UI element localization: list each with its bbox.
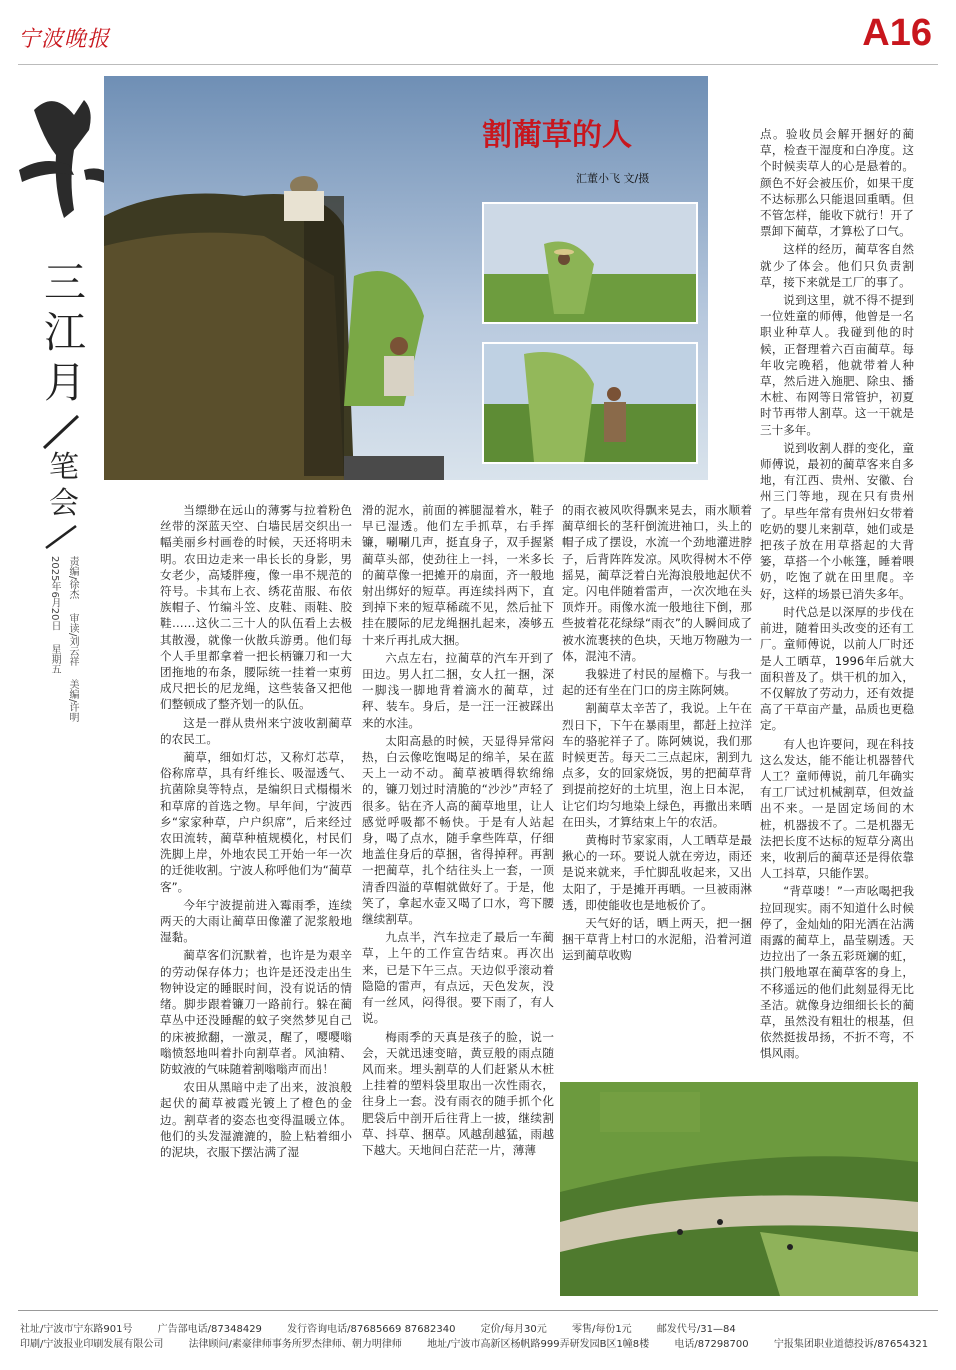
footer-subscription-phone: 发行咨询电话/87685669 87682340	[287, 1324, 456, 1335]
paragraph: 有人也许要问，现在科技这么发达，能不能让机器替代人工？童师傅说，前几年确实有工厂试过机械割草，但效益出不来。一是固定场间的木桩，机器拔不了。二是机器无法把长度不达标的短草分离出来，收割后的蔺草还是得依靠人工抖草，只能作罢。	[760, 736, 914, 881]
footer-address: 社址/宁波市宁东路901号	[20, 1324, 133, 1335]
editor-credit: 责编/徐杰	[67, 556, 78, 600]
footer-legal: 法律顾问/素豪律师事务所罗杰律师、朝力明律师	[188, 1339, 402, 1350]
column-subtitle	[44, 450, 84, 522]
paragraph: 当缥缈在远山的薄雾与拉着粉色丝带的深蓝天空、白墙民居交织出一幅美丽乡村画卷的时候，天还将明未明。农田边走来一串长长的身影，男女老少，高矮胖瘦，像一串不规范的符号。卡其布上衣、绣花苗服、布依族帽子、竹编斗笠、皮鞋、雨鞋、胶鞋……这伙二三十人的队伍看上去极其散漫，就像一伙散兵游勇。他们每个人手里都拿着一把长柄镰刀和一大团拖地的布条，腰际统一挂着一束剪成尺把长的尼龙绳，这些装备又把他们整顿成了整齐划一的队伍。	[160, 503, 352, 712]
paragraph: 滑的泥水，前面的裤腿湿着水，鞋子早已湿透。他们左手抓草，右手挥镰，唰唰几声，挺直身子，双手握紧蔺草头部，使劲往上一抖，一米多长的蔺草像一把摊开的扇面，齐一般地射出绑好的短草。再连续抖两下，直到掉下来的短草稀疏不见，然后扯下挂在腰际的尼龙绳捆扎起来，凑够五十来斤再扎成大捆。	[362, 503, 554, 647]
paragraph: 这是一群从贵州来宁波收割蔺草的农民工。	[160, 715, 352, 746]
article-column-3	[562, 502, 752, 1074]
article-title-suffix: 的人	[572, 118, 632, 153]
slash-decoration	[36, 522, 86, 552]
paragraph: 点。验收员会解开捆好的蔺草，检查干湿度和白净度。这个时候卖草人的心是悬着的。颜色不好会被压价，如果干度不达标那么只能退回重晒。但不管怎样，能收下就行！开了票卸下蔺草，才算松了口气。	[760, 127, 914, 239]
footer-price-copy: 零售/每份1元	[571, 1324, 632, 1335]
footer-line-1	[20, 1320, 758, 1335]
footer-line-2	[20, 1335, 950, 1350]
paragraph: 时代总是以深厚的步伐在前进，随着田头改变的还有工厂。童师傅说，以前人厂时还是人工晒草，1996年后就大面积普及了。烘干机的加入，不仅解放了劳动力，还有效提高了干草亩产量，品质也更稳定。	[760, 604, 914, 733]
paragraph: 黄梅时节家家雨，人工晒草是最揪心的一环。要说人就在旁边，雨还是说来就来，手忙脚乱收起来，又出太阳了，于是摊开再晒。一旦被雨淋透，即使能收也是地板价了。	[562, 833, 752, 912]
article-byline: 汇董小飞 文/摄	[576, 172, 650, 185]
paragraph: 这样的经历，蔺草客自然就少了体会。他们只负责割草，接下来就是工厂的事了。	[760, 242, 914, 289]
newspaper-logo: 宁波晚报	[18, 27, 111, 52]
footer-complaint: 宁报集团职业道德投诉/87654321	[773, 1339, 929, 1350]
column-subtitle-char: 会	[49, 486, 79, 521]
page-number: A16	[862, 12, 932, 54]
column-subtitle-char: 笔	[49, 450, 79, 485]
weekday-text: 星期五	[49, 643, 60, 674]
paragraph: 梅雨季的天真是孩子的脸，说一会，天就迅速变暗，黄豆般的雨点随风而来。埋头割草的人们赶紧从木桩上挂着的塑料袋里取出一次性雨衣，往身上一套。没有雨衣的随手抓个化肥袋后中剖开后往背上一披，继续割草、抖草、捆草。风越刮越猛，雨越下越大。天地间白茫茫一片，薄薄	[362, 1029, 554, 1157]
paragraph: 蔺草，细如灯芯，又称灯芯草，俗称席草，具有纤维长、吸湿透气、抗菌除臭等特点，是编织日式榻榻米和草席的首选之物。早年间，宁波西乡“家家种草，户户织席”，后来经过农田流转，蔺草种植规模化，村民们洗脚上岸，外地农民工开始一年一次的迁徙收割。宁波人称呼他们为“蔺草客”。	[160, 750, 352, 894]
paragraph: 蔺草客们沉默着，也许是为艰辛的劳动保存体力；也许是还没走出生物钟设定的睡眠时间，没有说话的情绪。脚步跟着镰刀一路前行。躲在蔺草丛中还没睡醒的蚊子突然梦见自己的床被掀翻，一激灵，醒了，嘤嘤嗡嗡愤怒地叫着扑向割草者。风油精、防蚊液的气味随着割嗡嗡声而出！	[160, 948, 352, 1076]
inset-photo-hugging-bundle	[482, 342, 698, 464]
article-column-2	[362, 502, 554, 1292]
column-title-char: 江	[43, 308, 86, 357]
paragraph: 说到收割人群的变化，童师傅说，最初的蔺草客来自多地，有江西、贵州、安徽、台州三门等地，现在只有贵州了。早些年常有贵州妇女带着吃奶的婴儿来割草，她们或是把孩子放在用草搭起的大背篓，草搭一个小帐篷，睡着喂奶，吃饱了就在田里爬。辛好，这样的场景已消失多年。	[760, 440, 914, 601]
page-meta	[60, 556, 78, 1026]
article-title: 割蔺草	[482, 118, 572, 153]
article-column-4	[760, 126, 914, 1066]
article-title-block	[482, 110, 692, 154]
paragraph: 今年宁波提前进入霉雨季，连续两天的大雨让蔺草田像灌了泥浆般地湿黏。	[160, 897, 352, 945]
date-text: 2025年6月20日	[49, 556, 60, 631]
paragraph: 天气好的话，晒上两天，把一捆捆干草背上村口的水泥船，沿着河道运到蔺草收购	[562, 916, 752, 963]
footer-address-2: 地址/宁波市高新区杨帆路999弄研发园B区1幢8楼	[427, 1339, 650, 1350]
footer-postal-code: 邮发代号/31—84	[656, 1324, 736, 1335]
proof-credit: 审读/刘云祥	[67, 612, 78, 666]
paragraph: 六点左右，拉蔺草的汽车开到了田边。男人扛二捆，女人扛一捆，深一脚浅一脚地背着滴水的蔺草，过秤、装车。身后，是一汪一汪被踩出来的水洼。	[362, 650, 554, 730]
footer-phone-2: 电话/87298700	[674, 1339, 749, 1350]
paragraph: 割蔺草太辛苦了，我说。上午在烈日下，下午在暴雨里，都赶上拉洋车的骆驼祥子了。陈阿姨说，我们那时候更苦。每天二三点起床，割到九点多，女的回家烧饭，男的把蔺草背到提前挖好的土坑里，泡上日本泥，让它们均匀地染上绿色，再撒出来晒在田头，才算结束上午的农活。	[562, 701, 752, 829]
paragraph: 农田从黑暗中走了出来，波浪般起伏的蔺草被霞光镀上了橙色的金边。割草者的姿态也变得温暖立体。他们的头发湿漉漉的，脸上粘着细小的泥块，衣服下摆沾满了湿	[160, 1080, 352, 1159]
paragraph: 说到这里，就不得不提到一位姓童的师傅，他曾是一名职业种草人。我碰到他的时候，正督理着六百亩蔺草。每年收完晚稻，他就带着人种草，然后进入施肥、除虫、播木桩、布网等日常管护，初夏时节再带人割草。这一干就是三十多年。	[760, 293, 914, 437]
footer-price-month: 定价/每月30元	[480, 1324, 547, 1335]
inset-photo-carrying-grass	[482, 202, 698, 324]
paragraph: 九点半，汽车拉走了最后一车蔺草，上午的工作宣告结束。再次出来，已是下午三点。天边似乎滚动着隐隐的雷声，有点远，天色发灰，没有一丝风，闷得很。要下雨了，有人说。	[362, 930, 554, 1026]
designer-credit: 美编/许明	[67, 679, 78, 723]
page-date	[42, 556, 60, 1026]
column-title-char: 月	[43, 358, 86, 407]
paragraph: 太阳高悬的时候，天显得异常闷热，白云像吃饱喝足的绵羊，呆在蓝天上一动不动。蔺草被晒得软绵绵的，镰刀划过时清脆的“沙沙”声轻了很多。钻在齐人高的蔺草地里，让人感觉呼吸都不畅快。于是有人站起身，喝了点水，随手拿些阵草，仔细地盖住身后的草捆，省得掉秤。再割一把蔺草，扎个结往头上一套，一顶清香四溢的草帽就做好了。于是，他笑了，拿起水壶又喝了口水，弯下腰继续割草。	[362, 733, 554, 927]
footer-divider	[18, 1310, 938, 1311]
paragraph: 我躲进了村民的屋檐下。与我一起的还有坐在门口的房主陈阿姨。	[562, 667, 752, 698]
footer-printer: 印刷/宁波报业印刷发展有限公司	[20, 1339, 164, 1350]
article-column-1	[160, 502, 352, 1292]
slash-decoration	[36, 412, 86, 452]
column-title-char: 三	[43, 258, 86, 307]
paragraph: “背草喽！”一声吆喝把我拉回现实。雨不知道什么时候停了，金灿灿的阳光洒在沾满雨露的蔺草上，晶莹剔透。天边拉出了一条五彩斑斓的虹，拱门般地罩在蔺草客的身上，不移遥远的他们此刻显得无比圣洁。就像身边细细长长的蔺草，虽然没有粗壮的根基，但依然挺拔昂扬，不折不弯，不惧风雨。	[760, 884, 914, 1061]
footer-ad-phone: 广告部电话/87348429	[157, 1324, 262, 1335]
paragraph: 的雨衣被风吹得飘来晃去，雨水顺着蔺草细长的茎秆倒流进袖口，头上的帽子成了摆设，水流一个劲地灌进脖子，后背阵阵发凉。风吹得树木不停摇晃，蔺草泛着白光海浪般地起伏不定。闪电伴随着雷声，一次次地在头顶炸开。雨像水流一般地往下倒，那些披着花花绿绿“雨衣”的人瞬间成了被水流裹挟的色块，天地万物融为一体，混沌不清。	[562, 503, 752, 663]
aerial-photo-fields	[560, 1082, 918, 1296]
header-divider	[18, 64, 938, 65]
column-title	[40, 258, 90, 408]
calligraphy-brush-decoration	[14, 70, 114, 220]
